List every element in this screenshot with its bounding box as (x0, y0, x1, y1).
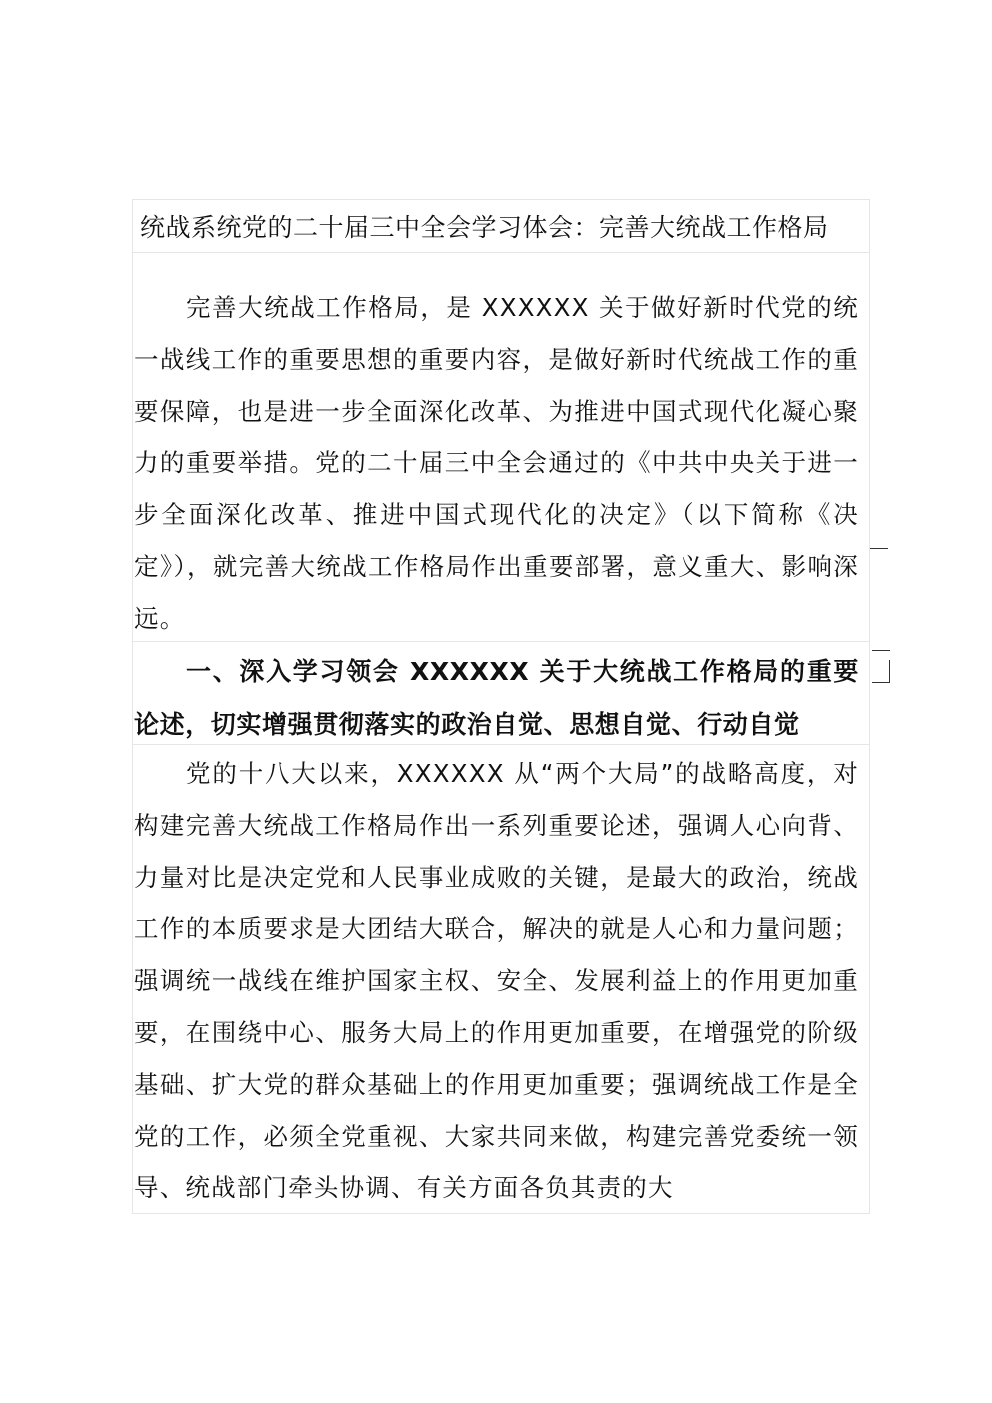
crop-mark (872, 650, 890, 651)
title-top-rule (133, 199, 870, 200)
title-bottom-rule (133, 252, 870, 253)
section-heading-1: 一、深入学习领会 XXXXXX 关于大统战工作格局的重要论述，切实增强贯彻落实的政治自觉、思想自觉、行动自觉 (134, 657, 859, 739)
document-title: 统战系统党的二十届三中全会学习体会：完善大统战工作格局 (140, 213, 829, 242)
left-margin-rule (132, 199, 133, 1214)
right-margin-rule (869, 199, 870, 1214)
crop-mark (872, 682, 890, 683)
crop-mark (870, 548, 888, 549)
paragraph-intro: 完善大统战工作格局，是 XXXXXX 关于做好新时代党的统一战线工作的重要思想的重要内容，是做好新时代统战工作的重要保障，也是进一步全面深化改革、为推进中国式现代化凝心聚力的重要举措。党的二十届三中全会通过的《中共中央关于进一步全面深化改革、推进中国式现代化的决定》（以下简称《决定》），就完善大统战工作格局作出重要部署，意义重大、影响深远。 (134, 293, 859, 633)
paragraph-section-1: 党的十八大以来，XXXXXX 从“两个大局”的战略高度，对构建完善大统战工作格局作出一系列重要论述，强调人心向背、力量对比是决定党和人民事业成败的关键，是最大的政治，统战工作的本质要求是大团结大联合，解决的就是人心和力量问题；强调统一战线在维护国家主权、安全、发展利益上的作用更加重要，在围绕中心、服务大局上的作用更加重要，在增强党的阶级基础、扩大党的群众基础上的作用更加重要；强调统战工作是全党的工作，必须全党重视、大家共同来做，构建完善党委统一领导、统战部门牵头协调、有关方面各负其责的大 (134, 759, 859, 1203)
crop-mark (889, 660, 890, 682)
